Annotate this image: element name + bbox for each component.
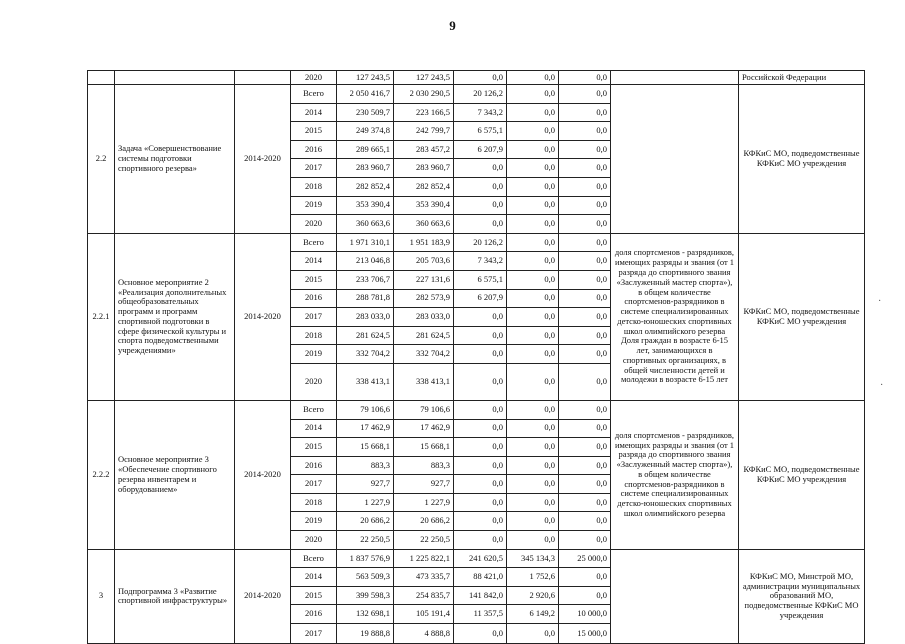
value-cell: 2 920,6 [507,586,559,605]
value-cell: 127 243,5 [337,71,394,85]
year-cell: Всего [291,549,337,568]
scan-speck: · [880,380,884,391]
value-cell: 0,0 [559,196,611,215]
value-cell: 0,0 [559,289,611,308]
value-cell: 0,0 [559,215,611,234]
year-cell: 2016 [291,289,337,308]
year-cell: 2016 [291,456,337,475]
no-cell [88,71,115,85]
item-name: Задача «Совершенствование системы подготовки спортивного резерва» [115,85,235,234]
value-cell: 0,0 [507,140,559,159]
item-number: 2.2 [88,85,115,234]
value-cell: 6 575,1 [454,122,507,141]
value-cell: 883,3 [337,456,394,475]
value-cell: 927,7 [337,475,394,494]
period-cell [235,71,291,85]
value-cell: 338 413,1 [337,363,394,400]
table-row [88,71,865,85]
scan-speck: · [878,296,882,307]
item-period: 2014-2020 [235,85,291,234]
value-cell: 15 668,1 [337,438,394,457]
year-cell: 2014 [291,568,337,587]
item-period: 2014-2020 [235,233,291,400]
year-cell: 2020 [291,363,337,400]
value-cell: 282 573,9 [394,289,454,308]
value-cell: 0,0 [507,177,559,196]
executor-cell: КФКиС МО, подведомственные КФКиС МО учреждения [739,85,865,234]
value-cell: 0,0 [559,419,611,438]
value-cell: 338 413,1 [394,363,454,400]
value-cell: 1 951 183,9 [394,233,454,252]
table-row [88,85,865,104]
value-cell: 0,0 [559,233,611,252]
value-cell: 254 835,7 [394,586,454,605]
indicator-cell [611,71,739,85]
value-cell: 288 781,8 [337,289,394,308]
value-cell: 0,0 [507,624,559,644]
value-cell: 0,0 [454,475,507,494]
value-cell: 0,0 [507,326,559,345]
year-cell: 2017 [291,624,337,644]
indicator-cell: доля спортсменов - разрядников, имеющих разряды и звания (от 1 разряда до спортивного звания «Заслуженный мастер спорта»), в общем количестве спортсменов-разрядников в системе специализированных детско-юношеских спортивных школ олимпийского резерва Доля граждан в возрасте 6-15 лет, занимающихся в спортивных организациях, в общей численности детей и молодежи в возрасте 6-15 лет [611,233,739,400]
value-cell: 283 033,0 [394,308,454,327]
value-cell: 17 462,9 [337,419,394,438]
value-cell: 0,0 [559,531,611,550]
value-cell: 7 343,2 [454,252,507,271]
value-cell: 332 704,2 [337,345,394,364]
value-cell: 0,0 [454,512,507,531]
value-cell: 399 598,3 [337,586,394,605]
value-cell: 10 000,0 [559,605,611,624]
value-cell: 0,0 [454,345,507,364]
value-cell: 0,0 [507,71,559,85]
year-cell: 2019 [291,345,337,364]
item-name: Основное мероприятие 3 «Обеспечение спортивного резерва инвентарем и оборудованием» [115,400,235,549]
value-cell: 927,7 [394,475,454,494]
value-cell: 0,0 [559,568,611,587]
value-cell: 1 837 576,9 [337,549,394,568]
value-cell: 242 799,7 [394,122,454,141]
value-cell: 0,0 [507,493,559,512]
value-cell: 127 243,5 [394,71,454,85]
value-cell: 105 191,4 [394,605,454,624]
value-cell: 0,0 [559,493,611,512]
year-cell: 2018 [291,326,337,345]
item-number: 2.2.2 [88,400,115,549]
value-cell: 0,0 [559,308,611,327]
indicator-cell [611,85,739,234]
value-cell: 0,0 [559,438,611,457]
year-cell: Всего [291,233,337,252]
name-cell [115,71,235,85]
value-cell: 283 033,0 [337,308,394,327]
value-cell: 0,0 [454,531,507,550]
value-cell: 332 704,2 [394,345,454,364]
value-cell: 0,0 [559,586,611,605]
value-cell: 0,0 [507,456,559,475]
value-cell: 0,0 [454,419,507,438]
value-cell: 17 462,9 [394,419,454,438]
value-cell: 0,0 [507,438,559,457]
value-cell: 213 046,8 [337,252,394,271]
value-cell: 345 134,3 [507,549,559,568]
year-cell: Всего [291,85,337,104]
value-cell: 15 668,1 [394,438,454,457]
year-cell: 2020 [291,215,337,234]
value-cell: 6 575,1 [454,270,507,289]
value-cell: 353 390,4 [337,196,394,215]
value-cell: 0,0 [507,85,559,104]
value-cell: 15 000,0 [559,624,611,644]
value-cell: 141 842,0 [454,586,507,605]
value-cell: 6 149,2 [507,605,559,624]
value-cell: 1 971 310,1 [337,233,394,252]
value-cell: 2 050 416,7 [337,85,394,104]
value-cell: 0,0 [507,531,559,550]
value-cell: 249 374,8 [337,122,394,141]
year-cell: 2019 [291,512,337,531]
value-cell: 227 131,6 [394,270,454,289]
value-cell: 0,0 [559,252,611,271]
year-cell: 2015 [291,438,337,457]
year-cell: 2015 [291,270,337,289]
value-cell: 79 106,6 [394,400,454,419]
executor-cell: КФКиС МО, Минстрой МО, администрации муниципальных образований МО, подведомственные КФКиС МО учреждения [739,549,865,643]
value-cell: 0,0 [559,345,611,364]
value-cell: 0,0 [507,363,559,400]
value-cell: 0,0 [507,196,559,215]
value-cell: 20 126,2 [454,85,507,104]
indicator-cell [611,549,739,643]
value-cell: 2 030 290,5 [394,85,454,104]
value-cell: 22 250,5 [394,531,454,550]
value-cell: 7 343,2 [454,103,507,122]
value-cell: 0,0 [454,215,507,234]
item-number: 3 [88,549,115,643]
value-cell: 0,0 [507,289,559,308]
year-cell: 2018 [291,493,337,512]
value-cell: 0,0 [559,400,611,419]
value-cell: 0,0 [559,512,611,531]
value-cell: 19 888,8 [337,624,394,644]
value-cell: 283 960,7 [394,159,454,178]
value-cell: 0,0 [454,308,507,327]
value-cell: 0,0 [559,122,611,141]
value-cell: 0,0 [454,71,507,85]
page-number: 9 [449,18,456,33]
value-cell: 0,0 [507,345,559,364]
value-cell: 223 166,5 [394,103,454,122]
value-cell: 1 227,9 [337,493,394,512]
value-cell: 0,0 [454,196,507,215]
value-cell: 20 686,2 [394,512,454,531]
value-cell: 0,0 [454,456,507,475]
year-cell: 2014 [291,103,337,122]
value-cell: 1 227,9 [394,493,454,512]
value-cell: 6 207,9 [454,289,507,308]
value-cell: 0,0 [507,252,559,271]
value-cell: 1 225 822,1 [394,549,454,568]
value-cell: 0,0 [454,326,507,345]
value-cell: 0,0 [454,493,507,512]
value-cell: 0,0 [507,512,559,531]
value-cell: 0,0 [507,215,559,234]
value-cell: 0,0 [507,400,559,419]
value-cell: 22 250,5 [337,531,394,550]
value-cell: 132 698,1 [337,605,394,624]
year-cell: 2017 [291,159,337,178]
year-cell: 2020 [291,71,337,85]
value-cell: 0,0 [559,475,611,494]
value-cell: 360 663,6 [337,215,394,234]
value-cell: 0,0 [507,159,559,178]
indicator-cell: доля спортсменов - разрядников, имеющих разряды и звания (от 1 разряда до спортивного звания «Заслуженный мастер спорта»), в общем количестве спортсменов-разрядников в системе специализированных детско-юношеских спортивных школ олимпийского резерва [611,400,739,549]
value-cell: 20 126,2 [454,233,507,252]
year-cell: 2016 [291,605,337,624]
value-cell: 282 852,4 [337,177,394,196]
value-cell: 6 207,9 [454,140,507,159]
executor-cell: КФКиС МО, подведомственные КФКиС МО учреждения [739,400,865,549]
value-cell: 233 706,7 [337,270,394,289]
year-cell: 2020 [291,531,337,550]
value-cell: 0,0 [507,122,559,141]
value-cell: 0,0 [507,308,559,327]
value-cell: 230 509,7 [337,103,394,122]
year-cell: 2019 [291,196,337,215]
year-cell: 2014 [291,252,337,271]
value-cell: 360 663,6 [394,215,454,234]
value-cell: 0,0 [454,177,507,196]
value-cell: 0,0 [559,159,611,178]
value-cell: 283 457,2 [394,140,454,159]
value-cell: 1 752,6 [507,568,559,587]
executor-cell: КФКиС МО, подведомственные КФКиС МО учреждения [739,233,865,400]
year-cell: Всего [291,400,337,419]
value-cell: 283 960,7 [337,159,394,178]
item-period: 2014-2020 [235,549,291,643]
value-cell: 0,0 [454,159,507,178]
value-cell: 282 852,4 [394,177,454,196]
value-cell: 563 509,3 [337,568,394,587]
value-cell: 0,0 [454,363,507,400]
value-cell: 0,0 [559,456,611,475]
value-cell: 0,0 [507,419,559,438]
value-cell: 0,0 [559,177,611,196]
value-cell: 0,0 [559,85,611,104]
year-cell: 2018 [291,177,337,196]
value-cell: 281 624,5 [394,326,454,345]
value-cell: 88 421,0 [454,568,507,587]
table-row [88,549,865,568]
value-cell: 0,0 [507,233,559,252]
value-cell: 0,0 [559,326,611,345]
item-period: 2014-2020 [235,400,291,549]
value-cell: 205 703,6 [394,252,454,271]
value-cell: 0,0 [507,270,559,289]
table-row [88,233,865,252]
year-cell: 2016 [291,140,337,159]
value-cell: 11 357,5 [454,605,507,624]
value-cell: 0,0 [559,71,611,85]
value-cell: 0,0 [454,438,507,457]
value-cell: 0,0 [559,140,611,159]
item-name: Основное мероприятие 2 «Реализация дополнительных общеобразовательных программ и программ спортивной подготовки в сфере физической культуры и спорта подведомственными учреждениями» [115,233,235,400]
value-cell: 0,0 [507,103,559,122]
value-cell: 289 665,1 [337,140,394,159]
value-cell: 79 106,6 [337,400,394,419]
value-cell: 241 620,5 [454,549,507,568]
value-cell: 0,0 [507,475,559,494]
value-cell: 0,0 [454,624,507,644]
program-funding-table [87,70,865,644]
value-cell: 4 888,8 [394,624,454,644]
value-cell: 20 686,2 [337,512,394,531]
value-cell: 473 335,7 [394,568,454,587]
year-cell: 2015 [291,122,337,141]
value-cell: 281 624,5 [337,326,394,345]
year-cell: 2017 [291,308,337,327]
value-cell: 0,0 [454,400,507,419]
item-name: Подпрограмма 3 «Развитие спортивной инфраструктуры» [115,549,235,643]
value-cell: 0,0 [559,103,611,122]
year-cell: 2014 [291,419,337,438]
executor-cell: Российской Федерации [739,71,865,85]
value-cell: 353 390,4 [394,196,454,215]
value-cell: 0,0 [559,363,611,400]
table-row [88,400,865,419]
value-cell: 0,0 [559,270,611,289]
item-number: 2.2.1 [88,233,115,400]
value-cell: 883,3 [394,456,454,475]
year-cell: 2017 [291,475,337,494]
year-cell: 2015 [291,586,337,605]
value-cell: 25 000,0 [559,549,611,568]
